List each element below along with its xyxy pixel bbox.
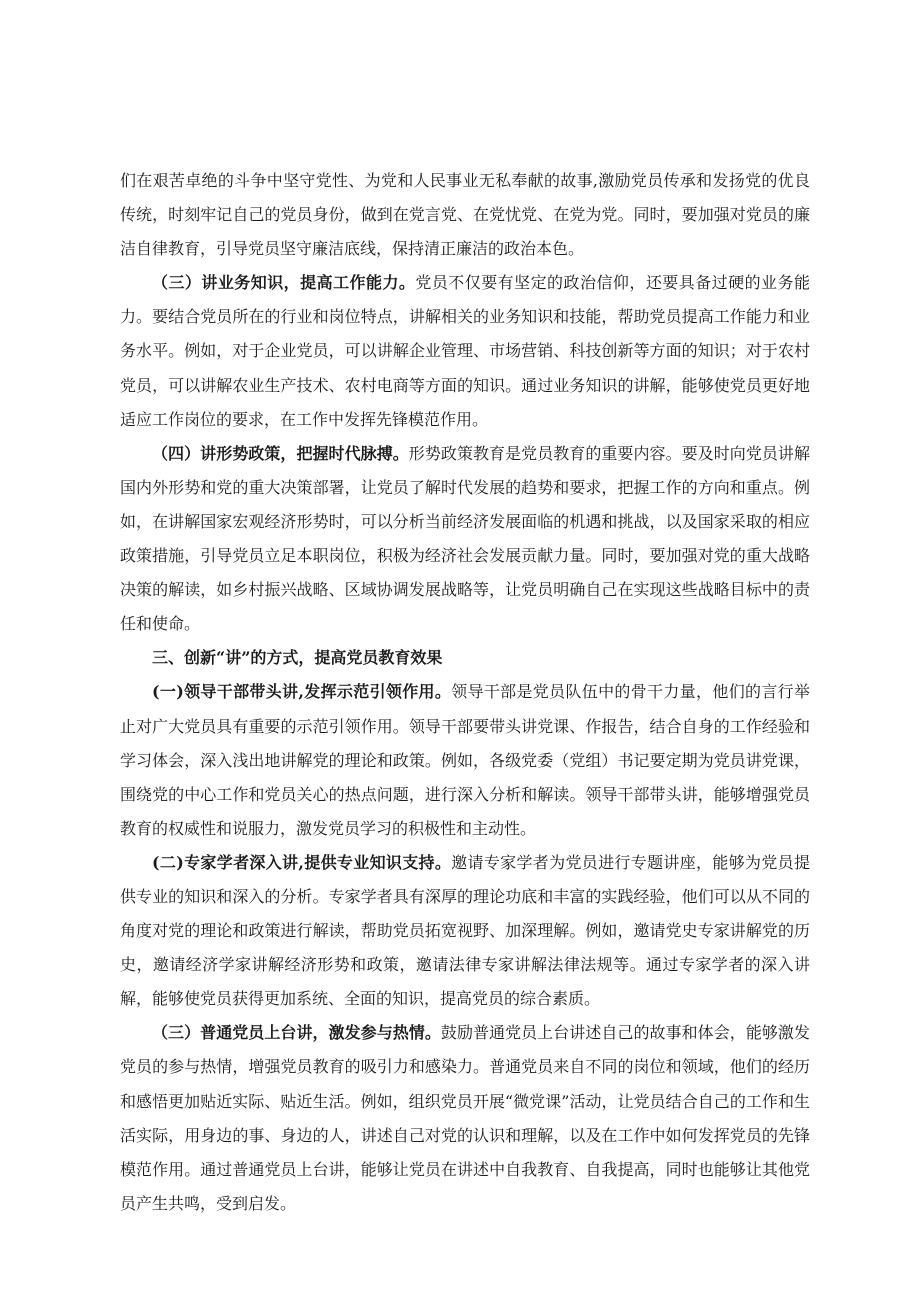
paragraph-leaders-lecture: [120, 675, 810, 845]
document-page: [120, 164, 810, 1221]
paragraph-body: 邀请专家学者为党员进行专题讲座，能够为党员提供专业的知识和深入的分析。专家学者具有深厚的理论功底和丰富的实践经验，他们可以从不同的角度对党的理论和政策进行解读，帮助党员拓宽视野、加深理解。例如，邀请党史专家讲解党的历史，邀请经济学家讲解经济形势和政策，邀请法律专家讲解法律法规等。通过专家学者的深入讲解，能够使党员获得更加系统、全面的知识，提高党员的综合素质。: [120, 852, 810, 1009]
paragraph-body: 们在艰苦卓绝的斗争中坚守党性、为党和人民事业无私奉献的故事,激励党员传承和发扬党的优良传统，时刻牢记自己的党员身份，做到在党言党、在党忧党、在党为党。同时，要加强对党员的廉洁自律教育，引导党员坚守廉洁底线，保持清正廉洁的政治本色。: [120, 171, 810, 259]
paragraph-business-knowledge: [120, 266, 810, 436]
paragraph-experts-lecture: [120, 846, 810, 1016]
paragraph-body: 党员不仅要有坚定的政治信仰，还要具备过硬的业务能力。要结合党员所在的行业和岗位特点，讲解相关的业务知识和技能，帮助党员提高工作能力和业务水平。例如，对于企业党员，可以讲解企业管理、市场营销、科技创新等方面的知识；对于农村党员，可以讲解农业生产技术、农村电商等方面的知识。通过业务知识的讲解，能够使党员更好地适应工作岗位的要求，在工作中发挥先锋模范作用。: [120, 273, 810, 429]
paragraph-situation-policy: [120, 437, 810, 642]
paragraph-lead: (一)领导干部带头讲,发挥示范引领作用。: [152, 682, 452, 702]
paragraph-continuation: [120, 164, 810, 266]
paragraph-lead: （四）讲形势政策，把握时代脉搏。: [152, 443, 409, 463]
paragraph-body: 鼓励普通党员上台讲述自己的故事和体会，能够激发党员的参与热情，增强党员教育的吸引力和感染力。普通党员来自不同的岗位和领域，他们的经历和感悟更加贴近实际、贴近生活。例如，组织党员开展“微党课”活动，让党员结合自己的工作和生活实际，用身边的事、身边的人，讲述自己对党的认识和理解，以及在工作中如何发挥党员的先锋模范作用。通过普通党员上台讲，能够让党员在讲述中自我教育、自我提高，同时也能够让其他党员产生共鸣，受到启发。: [120, 1023, 810, 1213]
paragraph-lead: (二)专家学者深入讲,提供专业知识支持。: [152, 852, 452, 872]
paragraph-lead: （三）讲业务知识，提高工作能力。: [152, 273, 416, 293]
paragraph-body: 形势政策教育是党员教育的重要内容。要及时向党员讲解国内外形势和党的重大决策部署，让党员了解时代发展的趋势和要求，把握工作的方向和重点。例如，在讲解国家宏观经济形势时，可以分析当前经济发展面临的机遇和挑战，以及国家采取的相应政策措施，引导党员立足本职岗位，积极为经济社会发展贡献力量。同时，要加强对党的重大战略决策的解读，如乡村振兴战略、区域协调发展战略等，让党员明确自己在实现这些战略目标中的责任和使命。: [120, 443, 810, 634]
paragraph-body: 领导干部是党员队伍中的骨干力量，他们的言行举止对广大党员具有重要的示范引领作用。领导干部要带头讲党课、作报告，结合自身的工作经验和学习体会，深入浅出地讲解党的理论和政策。例如，各级党委（党组）书记要定期为党员讲党课，围绕党的中心工作和党员关心的热点问题，进行深入分析和解读。领导干部带头讲，能够增强党员教育的权威性和说服力，激发党员学习的积极性和主动性。: [120, 682, 810, 838]
paragraph-lead: （三）普通党员上台讲，激发参与热情。: [152, 1023, 441, 1043]
section-heading: 三、创新“讲”的方式，提高党员教育效果: [152, 648, 443, 668]
paragraph-members-lecture: [120, 1016, 810, 1221]
